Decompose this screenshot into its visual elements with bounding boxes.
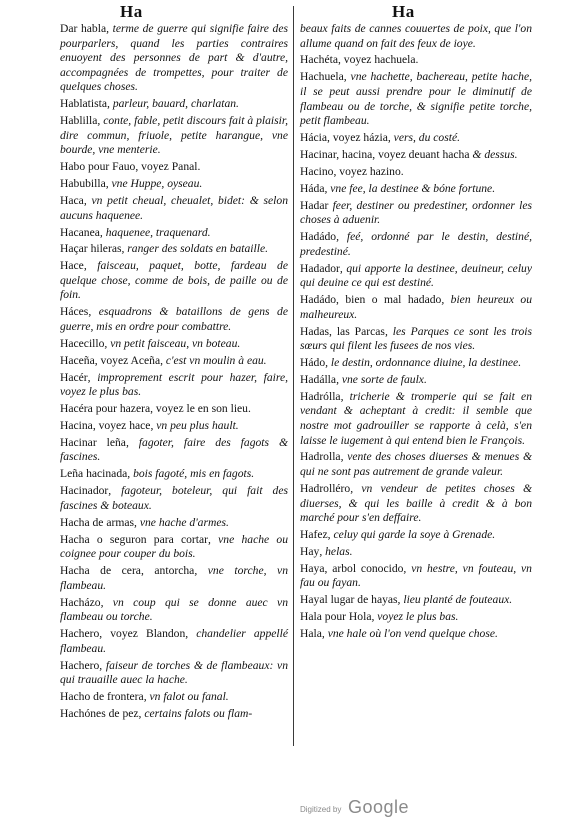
entry-definition: , improprement escrit pour hazer, faire, voyez le plus bas.	[60, 370, 288, 399]
entry-headword: Hablilla	[60, 114, 98, 128]
dictionary-entry	[300, 627, 532, 642]
entry-headword: Hala	[300, 627, 322, 641]
entry-definition: , haquenee, traquenard.	[99, 225, 211, 239]
entry-headword: Hacha de cera, antorcha	[60, 564, 195, 578]
dictionary-entry	[300, 325, 532, 354]
entry-definition: , certains falots ou flam-	[138, 706, 253, 720]
dictionary-entry	[60, 22, 288, 95]
entry-headword: Hacha de armas	[60, 515, 135, 529]
entry-definition: , celuy qui garde la soye à Grenade.	[327, 528, 496, 542]
entry-definition: , voyez le plus bas.	[371, 610, 459, 624]
dictionary-entry	[300, 53, 532, 68]
entry-headword: Hácia, voyez házia	[300, 131, 388, 145]
entry-definition: , helas.	[319, 544, 353, 558]
entry-definition: , vers, du costé.	[387, 131, 460, 145]
entry-headword: Hablatista	[60, 97, 108, 111]
entry-definition: , fagoter, faire des fagots & fascines.	[60, 435, 288, 464]
dictionary-entry	[60, 627, 288, 656]
entry-definition: , vne hachette, bachereau, petite hache, il se peut aussi prendre pour le diminutif de flambeau ou de torche, & signifie petite torche, petit flambeau.	[300, 70, 532, 128]
dictionary-entry	[300, 148, 532, 163]
dictionary-entry	[60, 467, 288, 482]
entry-definition: , feé, ordonné par le destin, destiné, predestiné.	[300, 230, 532, 258]
dictionary-entry	[300, 22, 532, 51]
entry-definition: , vn peu plus hault.	[150, 419, 239, 432]
entry-definition: , vn hestre, vn fouteau, vn fau ou fayan.	[300, 561, 532, 590]
entry-definition: , vn coup qui se donne auec vn flambeau ou torche.	[60, 595, 288, 624]
entry-headword: Hacinador	[60, 484, 109, 498]
dictionary-entry	[60, 419, 288, 434]
running-head-right: Ha	[392, 2, 415, 21]
entry-definition: c'est vn moulin à eau.	[163, 353, 267, 367]
dictionary-entry	[60, 160, 288, 175]
entry-definition: , bien heureux ou malheureux.	[300, 293, 532, 321]
entry-definition: , le destin, ordonnance diuine, la destinee.	[325, 356, 522, 370]
google-watermark	[300, 797, 440, 817]
dictionary-entry	[300, 610, 532, 625]
dictionary-entry	[300, 373, 532, 388]
dictionary-entry	[60, 484, 288, 513]
entry-headword: Hadrólla	[300, 389, 341, 403]
dictionary-entry	[60, 305, 288, 334]
dictionary-entry	[300, 262, 532, 291]
dictionary-entry	[60, 596, 288, 625]
entry-headword: Hachuela	[300, 70, 344, 84]
right-column	[300, 22, 532, 644]
dictionary-entry	[300, 165, 532, 180]
entry-headword: Haya, arbol conocido	[300, 561, 404, 575]
entry-headword: Haca	[60, 194, 84, 208]
entry-headword: Haceña, voyez Aceña,	[60, 353, 163, 367]
dictionary-entry	[60, 259, 288, 303]
entry-headword: Hacho de frontera	[60, 690, 144, 704]
entry-definition: , chandelier appellé flambeau.	[60, 627, 288, 655]
entry-headword: Hacecillo	[60, 336, 105, 350]
entry-headword: Hadádo	[300, 230, 337, 244]
entry-definition: , faiseur de torches & de flambeaux: vn qui trauaille auec la hache.	[60, 658, 288, 687]
entry-definition: , vne hache d'armes.	[134, 515, 229, 529]
watermark-prefix: Digitized by	[300, 805, 342, 814]
entry-headword: Habo pour Fauo, voyez Panal.	[60, 160, 201, 174]
entry-definition: feer, destiner ou predestiner, ordonner les choses à aduenir.	[300, 198, 532, 227]
entry-definition: , vente des choses diuerses & menues & qui ne sont pas autrement de grande valeur.	[300, 450, 532, 479]
dictionary-entry	[60, 659, 288, 688]
entry-headword: Hacha o seguron para cortar	[60, 532, 209, 546]
dictionary-entry	[60, 354, 288, 369]
entry-headword: Hadrolléro	[300, 481, 351, 495]
entry-headword: Habubilla	[60, 177, 106, 191]
entry-definition: , vne hale où l'on vend quelque chose.	[321, 627, 498, 641]
dictionary-entry	[300, 182, 532, 197]
entry-definition: , vn falot ou fanal.	[143, 690, 229, 704]
entry-definition: , ranger des soldats en bataille.	[121, 242, 269, 256]
entry-definition: , conte, fable, petit discours fait à plaisir, dire commun, friuole, petite harangue, vne bourde, vne menterie.	[60, 114, 288, 157]
entry-definition: , vne fee, la destinee & bóne fortune.	[324, 181, 496, 195]
entry-definition: , tricherie & tromperie qui se fait en vendant & acheptant à credit: il semble que nostre mot gadrouiller se rapporte à celà, s'en laisse le iugement à qui entend bien le François.	[300, 389, 532, 447]
column-divider	[293, 6, 294, 746]
dictionary-entry	[60, 97, 288, 112]
entry-definition: , qui apporte la destinee, deuineur, celuy qui deuine ce qui est destiné.	[300, 261, 532, 290]
entry-headword: Dar habla	[60, 22, 107, 35]
entry-headword: Hacéra pour hazera, voyez le en son lieu.	[60, 402, 251, 416]
dictionary-entry	[60, 177, 288, 192]
entry-definition: , faisceau, paquet, botte, fardeau de quelque chose, comme de bois, de paille ou de foin.	[60, 259, 288, 302]
dictionary-entry	[300, 545, 532, 560]
entry-headword: Hachero	[60, 658, 100, 672]
entry-definition: , esquadrons & bataillons de gens de guerre, mis en ordre pour combattre.	[60, 305, 288, 333]
entry-headword: Hacina, voyez hace	[60, 419, 151, 432]
dictionary-entry	[300, 450, 532, 479]
dictionary-entry	[60, 516, 288, 531]
dictionary-entry	[60, 114, 288, 158]
dictionary-entry	[60, 690, 288, 705]
entry-headword: Hay	[300, 544, 320, 558]
entry-headword: Hadádo, bien o mal hadado	[300, 293, 442, 307]
entry-definition: , bois fagoté, mis en fagots.	[127, 467, 255, 481]
entry-headword: Hacinar, hacina, voyez deuant hacha	[300, 147, 470, 161]
entry-headword: Hayal lugar de hayas	[300, 593, 398, 607]
dictionary-entry	[60, 402, 288, 417]
dictionary-entry	[60, 533, 288, 562]
dictionary-entry	[300, 293, 532, 322]
entry-definition: , vn petit faisceau, vn boteau.	[104, 336, 241, 350]
entry-headword: Hacér	[60, 370, 88, 384]
dictionary-entry	[60, 371, 288, 400]
dictionary-entry	[300, 230, 532, 259]
entry-definition: , terme de guerre qui signifie faire des pourparlers, quand les parties contraires enuoyent des personnes de part & d'autre, accompagnées de trompettes, pour traiter de quelques choses.	[60, 22, 288, 94]
entry-definition: , vn vendeur de petites choses & diuerses, & qui les baille à credit & à bon marché pour s'en deffaire.	[300, 481, 532, 525]
dictionary-entry	[300, 482, 532, 526]
entry-definition: beaux faits de cannes couuertes de poix, que l'on allume quand on fait des feux de ioye.	[300, 22, 532, 50]
entry-definition: , lieu planté de fouteaux.	[397, 593, 513, 607]
entry-definition: , fagoteur, boteleur, qui fait des fascines & boteaux.	[60, 484, 288, 512]
entry-definition: , vne sorte de faulx.	[336, 372, 427, 386]
entry-headword: Háda	[300, 181, 325, 195]
entry-headword: Hádo	[300, 356, 326, 370]
entry-headword: Hala pour Hola	[300, 610, 372, 624]
entry-definition: , les Parques ce sont les trois sœurs qui filent les fusees de nos vies.	[300, 324, 532, 353]
dictionary-entry	[300, 390, 532, 448]
entry-headword: Hacino, voyez hazino.	[300, 164, 404, 178]
entry-definition: , vne hache ou coignee pour couper du bois.	[60, 532, 288, 561]
entry-headword: Hadador	[300, 261, 340, 275]
dictionary-entry	[300, 528, 532, 543]
dictionary-entry	[300, 70, 532, 128]
dictionary-entry	[60, 194, 288, 223]
left-column	[60, 22, 288, 724]
dictionary-entry	[60, 242, 288, 257]
entry-definition: & dessus.	[469, 147, 518, 161]
dictionary-entry	[60, 564, 288, 593]
dictionary-entry	[300, 562, 532, 591]
entry-headword: Hachéta, voyez hachuela.	[300, 53, 419, 67]
entry-headword: Leña hacinada	[60, 467, 128, 481]
dictionary-entry	[60, 707, 288, 722]
entry-definition: , vne torche, vn flambeau.	[60, 564, 289, 592]
entry-headword: Hafez	[300, 528, 328, 542]
entry-headword: Hadar	[300, 198, 329, 212]
google-logo-text: Google	[348, 797, 410, 817]
entry-headword: Hachónes de pez	[60, 706, 139, 720]
dictionary-entry	[60, 337, 288, 352]
entry-headword: Hadálla	[300, 372, 337, 386]
entry-headword: Háces	[60, 305, 89, 319]
entry-headword: Hacházo	[60, 595, 101, 609]
entry-headword: Hacinar leña	[60, 435, 126, 449]
dictionary-entry	[60, 436, 288, 465]
dictionary-entry	[300, 593, 532, 608]
entry-headword: Hacanea	[60, 225, 100, 239]
dictionary-entry	[300, 131, 532, 146]
running-head-left: Ha	[120, 2, 143, 21]
entry-definition: , vne Huppe, oyseau.	[105, 177, 203, 191]
dictionary-entry	[60, 226, 288, 241]
entry-headword: Hadas, las Parcas	[300, 324, 385, 338]
entry-definition: , vn petit cheual, cheualet, bidet: & selon aucuns haquenee.	[60, 194, 288, 222]
entry-headword: Hachero, voyez Blandon	[60, 627, 186, 641]
entry-headword: Haçar hileras	[60, 242, 122, 256]
entry-headword: Hace	[60, 259, 84, 273]
entry-headword: Hadrolla	[300, 450, 341, 464]
entry-definition: , parleur, bauard, charlatan.	[107, 97, 239, 111]
dictionary-entry	[300, 356, 532, 371]
dictionary-entry	[300, 199, 532, 228]
